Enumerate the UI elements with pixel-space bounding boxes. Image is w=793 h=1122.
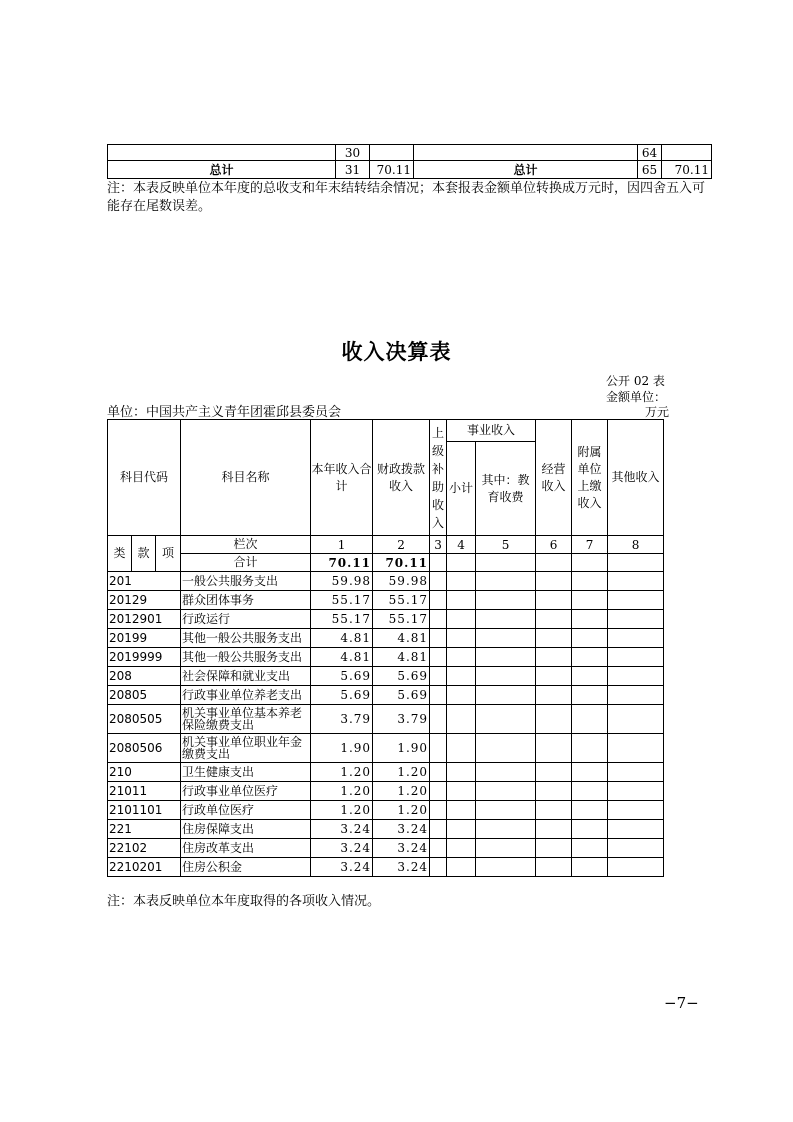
grand-total-value: 70.11 <box>370 161 414 179</box>
empty-cell <box>430 839 447 858</box>
table-row <box>108 610 664 629</box>
header-lanci: 栏次 <box>181 536 311 554</box>
subject-code: 210 <box>108 763 181 782</box>
unit-value: 万元 <box>645 405 670 419</box>
empty-cell <box>476 572 536 591</box>
subject-code: 221 <box>108 820 181 839</box>
table-row <box>108 820 664 839</box>
empty-cell <box>536 610 572 629</box>
grand-total-label: 总计 <box>414 161 638 179</box>
column-number: 1 <box>311 536 373 554</box>
empty-cell <box>572 705 608 734</box>
empty-cell <box>430 629 447 648</box>
page-number: −7− <box>664 994 699 1012</box>
row-number: 30 <box>336 145 370 161</box>
empty-cell <box>572 858 608 877</box>
table-row <box>108 591 664 610</box>
subject-code: 21011 <box>108 782 181 801</box>
empty-cell <box>430 782 447 801</box>
empty-cell <box>536 705 572 734</box>
table-row <box>108 839 664 858</box>
empty-cell <box>447 610 476 629</box>
organization-name: 单位：中国共产主义青年团霍邱县委员会 <box>107 405 342 420</box>
empty-cell <box>476 782 536 801</box>
income-total-value: 55.17 <box>311 591 373 610</box>
empty-cell <box>476 705 536 734</box>
empty-cell <box>608 686 664 705</box>
income-total-value: 1.90 <box>311 734 373 763</box>
empty-cell <box>608 610 664 629</box>
header-other: 其他收入 <box>608 420 664 536</box>
income-table-note: 注：本表反映单位本年度取得的各项收入情况。 <box>107 894 381 909</box>
page-title: 收入决算表 <box>341 340 452 364</box>
empty-cell <box>572 572 608 591</box>
total-income-value: 70.11 <box>311 554 373 572</box>
subject-code: 208 <box>108 667 181 686</box>
empty-cell <box>447 734 476 763</box>
column-number: 2 <box>373 536 430 554</box>
empty-cell <box>476 591 536 610</box>
fiscal-value: 3.24 <box>373 858 430 877</box>
fiscal-value: 59.98 <box>373 572 430 591</box>
empty-cell <box>430 820 447 839</box>
header-kuan: 款 <box>132 536 156 572</box>
column-number: 8 <box>608 536 664 554</box>
table-row <box>108 629 664 648</box>
empty-cell <box>430 858 447 877</box>
row-number: 65 <box>638 161 662 179</box>
subject-name: 机关事业单位职业年金缴费支出 <box>181 734 311 763</box>
row-number: 31 <box>336 161 370 179</box>
header-superior: 上级补助收入 <box>430 420 447 536</box>
empty-cell <box>536 820 572 839</box>
empty-cell <box>447 648 476 667</box>
header-total: 本年收入合计 <box>311 420 373 536</box>
empty-cell <box>476 734 536 763</box>
table-row <box>108 648 664 667</box>
table-row <box>108 782 664 801</box>
empty-cell <box>430 572 447 591</box>
empty-cell <box>430 705 447 734</box>
empty-cell <box>608 705 664 734</box>
income-total-value: 4.81 <box>311 629 373 648</box>
subject-name: 群众团体事务 <box>181 591 311 610</box>
empty-cell <box>608 734 664 763</box>
subject-name: 一般公共服务支出 <box>181 572 311 591</box>
empty-cell <box>476 667 536 686</box>
subject-name: 行政单位医疗 <box>181 801 311 820</box>
empty-cell <box>430 734 447 763</box>
subject-name: 其他一般公共服务支出 <box>181 648 311 667</box>
grand-total-value: 70.11 <box>662 161 712 179</box>
empty-cell <box>572 610 608 629</box>
empty-cell <box>572 801 608 820</box>
fiscal-value: 4.81 <box>373 629 430 648</box>
empty-cell <box>447 858 476 877</box>
summary-table-note: 注：本表反映单位本年度的总收支和年末结转结余情况；本套报表金额单位转换成万元时，因四舍五入可能存在尾数误差。 <box>107 181 706 214</box>
empty-cell <box>608 858 664 877</box>
empty-cell <box>430 610 447 629</box>
empty-cell <box>447 763 476 782</box>
subject-name: 社会保障和就业支出 <box>181 667 311 686</box>
subject-code: 2210201 <box>108 858 181 877</box>
subject-name: 住房公积金 <box>181 858 311 877</box>
empty-cell <box>572 648 608 667</box>
row-number: 64 <box>638 145 662 161</box>
empty-cell <box>536 648 572 667</box>
empty-cell <box>536 572 572 591</box>
empty-cell <box>476 629 536 648</box>
subject-name: 行政事业单位养老支出 <box>181 686 311 705</box>
empty-cell <box>608 572 664 591</box>
column-number: 6 <box>536 536 572 554</box>
header-affiliated: 附属单位上缴收入 <box>572 420 608 536</box>
empty-cell <box>572 782 608 801</box>
empty-cell <box>608 667 664 686</box>
empty-cell <box>536 858 572 877</box>
empty-cell <box>476 858 536 877</box>
fiscal-value: 1.20 <box>373 782 430 801</box>
header-code: 科目代码 <box>108 420 181 536</box>
empty-cell <box>536 629 572 648</box>
empty-cell <box>430 667 447 686</box>
header-row <box>108 420 664 442</box>
empty-cell <box>608 782 664 801</box>
subject-code: 20129 <box>108 591 181 610</box>
income-total-value: 4.81 <box>311 648 373 667</box>
header-fiscal: 财政拨款收入 <box>373 420 430 536</box>
column-number-row <box>108 536 664 554</box>
empty-cell <box>430 591 447 610</box>
subject-code: 2019999 <box>108 648 181 667</box>
empty-cell <box>536 667 572 686</box>
empty-cell <box>536 591 572 610</box>
subject-code: 2101101 <box>108 801 181 820</box>
unit-label: 金额单位： <box>606 390 667 404</box>
empty-cell <box>447 667 476 686</box>
column-number: 5 <box>476 536 536 554</box>
fiscal-value: 1.90 <box>373 734 430 763</box>
fiscal-value: 5.69 <box>373 686 430 705</box>
subject-name: 行政事业单位医疗 <box>181 782 311 801</box>
empty-cell <box>476 686 536 705</box>
empty-cell <box>572 591 608 610</box>
total-row <box>108 554 664 572</box>
column-number: 3 <box>430 536 447 554</box>
empty-cell <box>447 572 476 591</box>
empty-cell <box>572 763 608 782</box>
column-number: 7 <box>572 536 608 554</box>
table-row <box>108 667 664 686</box>
empty-cell <box>608 801 664 820</box>
empty-cell <box>447 705 476 734</box>
subject-name: 行政运行 <box>181 610 311 629</box>
fiscal-value: 1.20 <box>373 763 430 782</box>
table-row <box>108 686 664 705</box>
fiscal-value: 5.69 <box>373 667 430 686</box>
empty-cell <box>572 667 608 686</box>
empty-cell <box>608 648 664 667</box>
income-total-value: 59.98 <box>311 572 373 591</box>
empty-cell <box>430 763 447 782</box>
header-education: 其中：教育收费 <box>476 442 536 536</box>
header-business-group: 事业收入 <box>447 420 536 442</box>
table-row <box>108 801 664 820</box>
empty-cell <box>476 820 536 839</box>
empty-cell <box>608 763 664 782</box>
subject-code: 20805 <box>108 686 181 705</box>
empty-cell <box>476 610 536 629</box>
empty-cell <box>447 839 476 858</box>
table-row <box>108 161 712 179</box>
table-row <box>108 858 664 877</box>
fiscal-value: 1.20 <box>373 801 430 820</box>
subject-code: 2012901 <box>108 610 181 629</box>
empty-cell <box>608 839 664 858</box>
header-name: 科目名称 <box>181 420 311 536</box>
summary-table-fragment <box>107 144 712 179</box>
empty-cell <box>430 801 447 820</box>
income-total-value: 5.69 <box>311 686 373 705</box>
subject-code: 201 <box>108 572 181 591</box>
empty-cell <box>608 820 664 839</box>
subject-code: 2080505 <box>108 705 181 734</box>
table-row <box>108 763 664 782</box>
subject-name: 卫生健康支出 <box>181 763 311 782</box>
income-table <box>107 419 664 877</box>
income-total-value: 55.17 <box>311 610 373 629</box>
subject-name: 住房改革支出 <box>181 839 311 858</box>
subject-name: 机关事业单位基本养老保险缴费支出 <box>181 705 311 734</box>
empty-cell <box>476 648 536 667</box>
empty-cell <box>608 629 664 648</box>
subject-code: 20199 <box>108 629 181 648</box>
empty-cell <box>447 820 476 839</box>
fiscal-value: 55.17 <box>373 591 430 610</box>
empty-cell <box>447 591 476 610</box>
table-row <box>108 705 664 734</box>
fiscal-value: 4.81 <box>373 648 430 667</box>
empty-cell <box>447 686 476 705</box>
empty-cell <box>476 839 536 858</box>
subject-code: 22102 <box>108 839 181 858</box>
header-xiang: 项 <box>156 536 181 572</box>
subject-name: 住房保障支出 <box>181 820 311 839</box>
empty-cell <box>572 839 608 858</box>
empty-cell <box>447 782 476 801</box>
table-row <box>108 572 664 591</box>
empty-cell <box>536 686 572 705</box>
empty-cell <box>476 801 536 820</box>
empty-cell <box>447 629 476 648</box>
empty-cell <box>536 839 572 858</box>
empty-cell <box>447 801 476 820</box>
empty-cell <box>430 686 447 705</box>
fiscal-value: 55.17 <box>373 610 430 629</box>
header-operating: 经营收入 <box>536 420 572 536</box>
form-code: 公开 02 表 <box>606 374 665 388</box>
empty-cell <box>608 591 664 610</box>
total-label: 合计 <box>181 554 311 572</box>
income-total-value: 1.20 <box>311 801 373 820</box>
empty-cell <box>536 763 572 782</box>
column-number: 4 <box>447 536 476 554</box>
empty-cell <box>572 820 608 839</box>
grand-total-label: 总计 <box>108 161 336 179</box>
income-total-value: 5.69 <box>311 667 373 686</box>
header-lei: 类 <box>108 536 132 572</box>
table-row <box>108 145 712 161</box>
fiscal-value: 3.24 <box>373 839 430 858</box>
empty-cell <box>572 629 608 648</box>
income-total-value: 1.20 <box>311 782 373 801</box>
empty-cell <box>430 648 447 667</box>
subject-name: 其他一般公共服务支出 <box>181 629 311 648</box>
empty-cell <box>536 782 572 801</box>
total-fiscal-value: 70.11 <box>373 554 430 572</box>
empty-cell <box>572 734 608 763</box>
empty-cell <box>536 734 572 763</box>
fiscal-value: 3.24 <box>373 820 430 839</box>
fiscal-value: 3.79 <box>373 705 430 734</box>
table-row <box>108 734 664 763</box>
income-total-value: 3.24 <box>311 839 373 858</box>
income-total-value: 3.24 <box>311 858 373 877</box>
empty-cell <box>536 801 572 820</box>
empty-cell <box>476 763 536 782</box>
subject-code: 2080506 <box>108 734 181 763</box>
header-subtotal: 小计 <box>447 442 476 536</box>
income-total-value: 1.20 <box>311 763 373 782</box>
empty-cell <box>572 686 608 705</box>
income-total-value: 3.79 <box>311 705 373 734</box>
income-total-value: 3.24 <box>311 820 373 839</box>
